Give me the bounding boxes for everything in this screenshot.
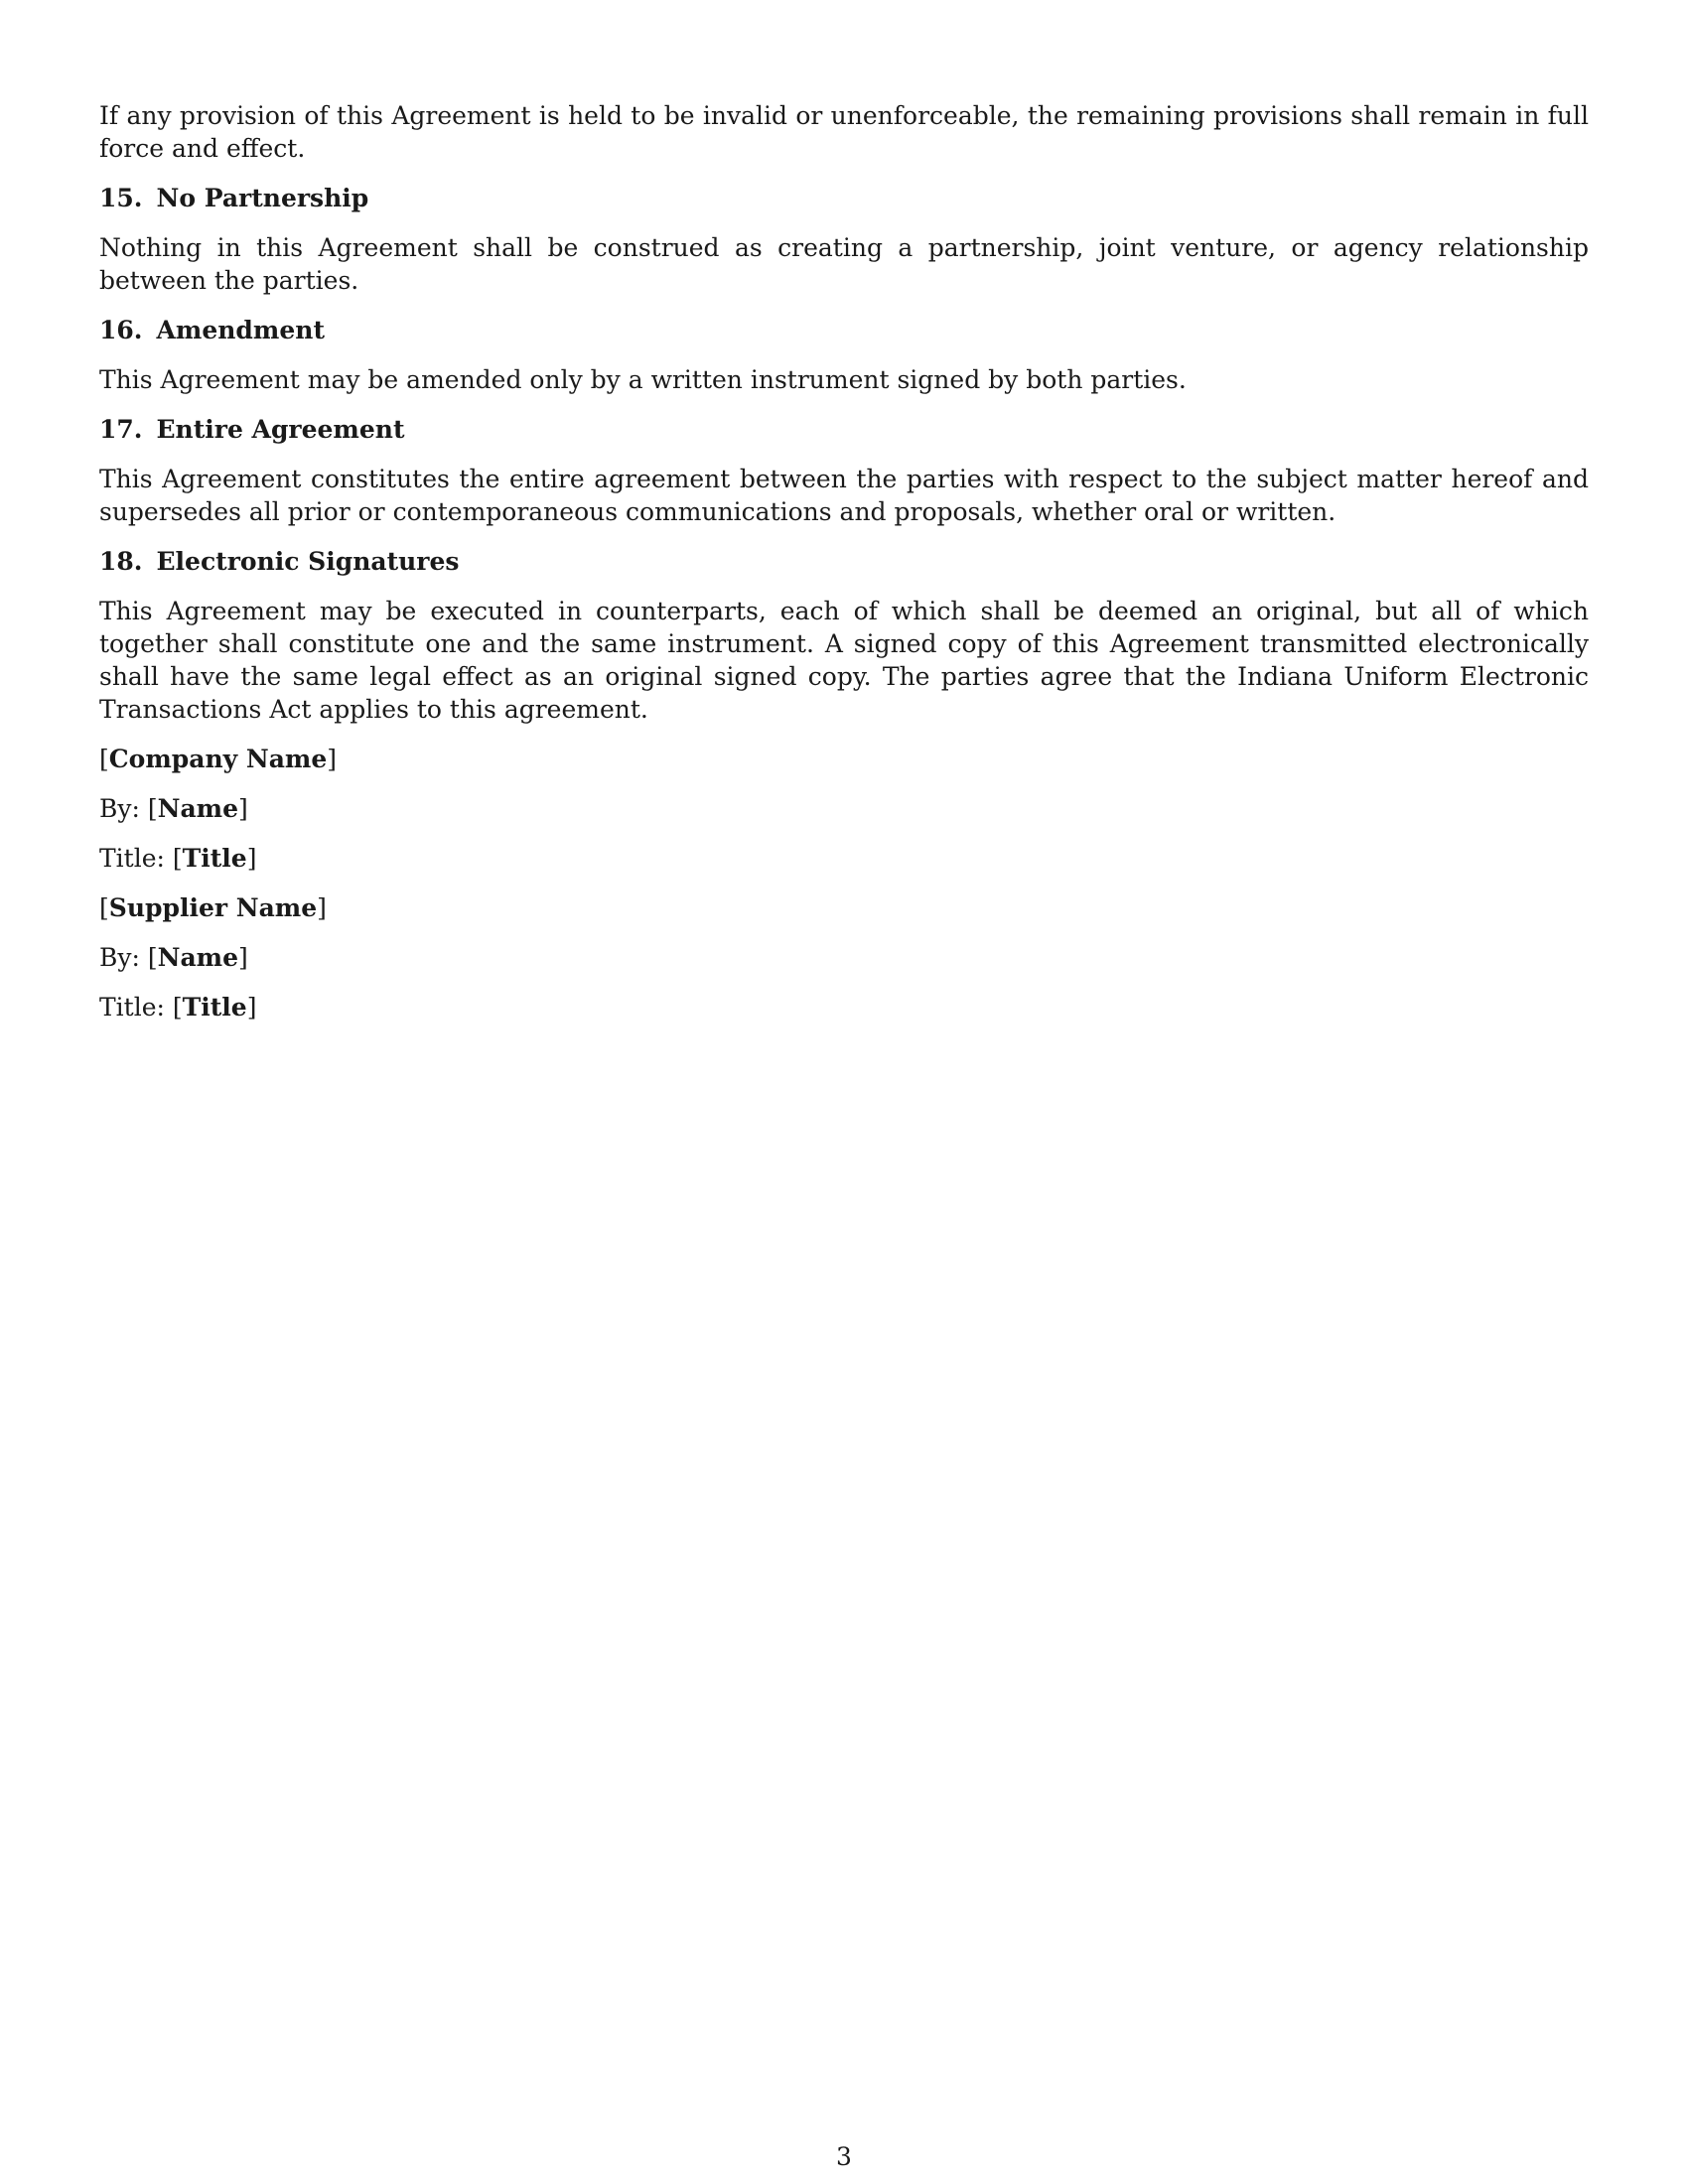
section-15-heading [99, 182, 1589, 214]
company-party-name: [Company Name] [99, 745, 338, 773]
company-by-line: By: [Name] [99, 794, 248, 823]
section-17-heading [99, 413, 1589, 446]
company-signature-block [99, 743, 1589, 875]
section-number: 18. [99, 547, 143, 576]
section-number: 15. [99, 184, 143, 212]
section-title: Entire Agreement [156, 415, 405, 444]
section-15-body: Nothing in this Agreement shall be construed as creating a partnership, joint venture, or agency relationship between the parties. [99, 233, 1589, 295]
section-number: 17. [99, 415, 143, 444]
document-body [99, 99, 1589, 1040]
section-title: Electronic Signatures [156, 547, 460, 576]
section-16-body: This Agreement may be amended only by a written instrument signed by both parties. [99, 365, 1187, 394]
page-number: 3 [836, 2142, 852, 2171]
section-number: 16. [99, 316, 143, 344]
section-18-body: This Agreement may be executed in counterparts, each of which shall be deemed an original, but all of which together shall constitute one and the same instrument. A signed copy of this Agreement transmitted electronically shall have the same legal effect as an original signed copy. The parties agree that the Indiana Uniform Electronic Transactions Act applies to this agreement. [99, 597, 1589, 724]
section-18-heading [99, 545, 1589, 578]
section-title: No Partnership [156, 184, 369, 212]
company-title-line: Title: [Title] [99, 844, 257, 873]
section-16-heading [99, 314, 1589, 346]
supplier-by-line: By: [Name] [99, 943, 248, 972]
severability-paragraph: If any provision of this Agreement is held to be invalid or unenforceable, the remaining provisions shall remain in full force and effect. [99, 101, 1589, 163]
supplier-title-line: Title: [Title] [99, 993, 257, 1022]
section-title: Amendment [156, 316, 325, 344]
supplier-party-name: [Supplier Name] [99, 893, 327, 922]
section-17-body: This Agreement constitutes the entire agreement between the parties with respect to the subject matter hereof and supersedes all prior or contemporaneous communications and proposals, whether oral or written. [99, 465, 1589, 526]
supplier-signature-block [99, 891, 1589, 1024]
